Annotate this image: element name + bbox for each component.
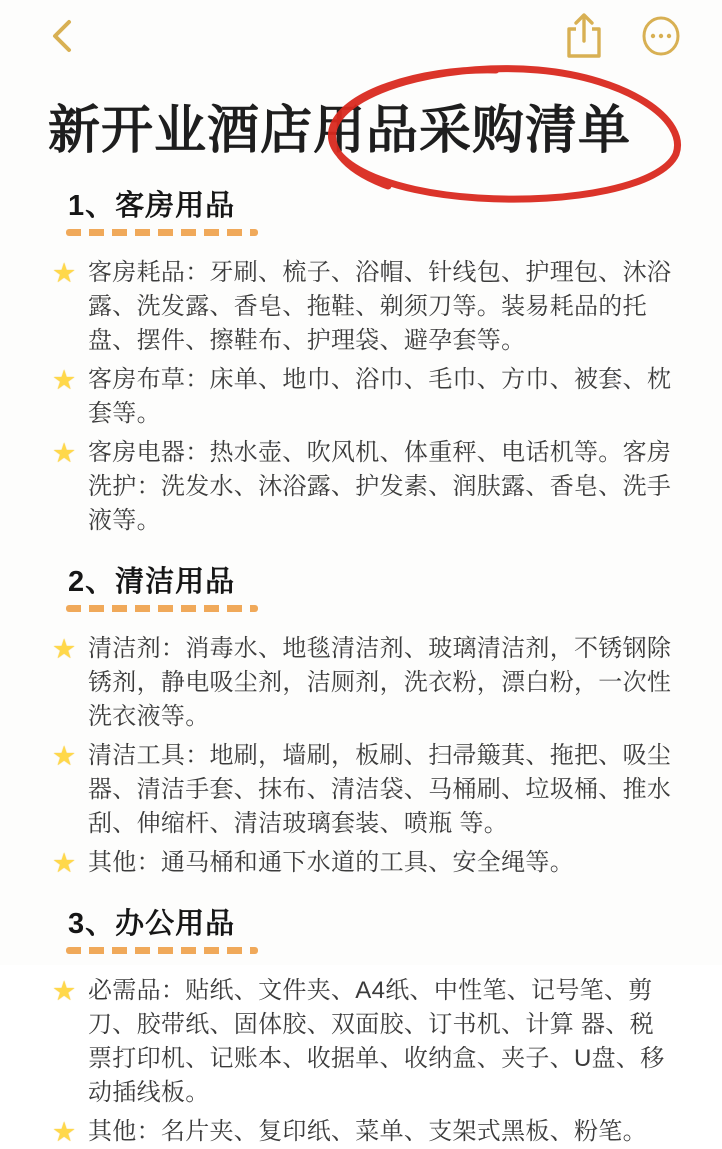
list-item-text: 客房布草：床单、地巾、浴巾、毛巾、方巾、被套、枕套等。 [88,366,672,427]
share-icon [562,12,606,60]
share-button[interactable] [562,12,606,60]
list-item-text: 其他：名片夹、复印纸、菜单、支架式黑板、粉笔。 [88,1118,647,1145]
section-office-supplies [52,906,676,1149]
star-icon: ★ [52,258,77,288]
list-item [52,256,676,358]
list-item [52,436,676,538]
chevron-left-icon [50,18,74,54]
ellipsis-icon [640,15,682,57]
list-item-text: 清洁工具：地刷，墙刷，板刷、扫帚簸萁、拖把、吸尘器、清洁手套、抹布、清洁袋、马桶刷、垃圾桶、推水刮、伸缩杆、清洁玻璃套装、喷瓶 等。 [88,742,672,837]
list-item [52,1115,676,1149]
list-item-text: 清洁剂：消毒水、地毯清洁剂、玻璃清洁剂，不锈钢除锈剂，静电吸尘剂，洁厕剂，洗衣粉，漂白粉，一次性洗衣液等。 [88,635,672,730]
star-icon: ★ [52,438,77,468]
back-button[interactable] [50,18,74,54]
list-item-text: 客房电器：热水壶、吹风机、体重秤、电话机等。客房洗护：洗发水、沐浴露、护发素、润肤露、香皂、洗手液等。 [88,439,672,534]
top-bar [0,0,722,72]
list-item [52,739,676,841]
list-item-text: 客房耗品：牙刷、梳子、浴帽、针线包、护理包、沐浴露、洗发露、香皂、拖鞋、剃须刀等。装易耗品的托盘、摆件、擦鞋布、护理袋、避孕套等。 [88,259,672,354]
section-heading: 3、办公用品 [68,908,236,940]
list-item [52,974,676,1110]
star-icon: ★ [52,365,77,395]
star-icon: ★ [52,741,77,771]
dashed-underline [66,605,258,612]
list-item-text: 必需品：贴纸、文件夹、A4纸、中性笔、记号笔、剪刀、胶带纸、固体胶、双面胶、订书机、计算 器、税票打印机、记账本、收据单、收纳盒、夹子、U盘、移动插线板。 [88,977,665,1106]
star-icon: ★ [52,1117,77,1147]
note-content [0,188,722,1149]
list-item-text: 其他：通马桶和通下水道的工具、安全绳等。 [88,849,574,876]
section-heading: 2、清洁用品 [68,566,236,598]
section-heading: 1、客房用品 [68,190,236,222]
title-block [0,100,722,162]
star-icon: ★ [52,976,77,1006]
star-icon: ★ [52,848,77,878]
list-item [52,846,676,880]
star-icon: ★ [52,634,77,664]
page-title: 新开业酒店用品采购清单 [48,102,632,160]
section-guest-room-supplies [52,188,676,538]
list-item [52,632,676,734]
section-cleaning-supplies [52,564,676,880]
dashed-underline [66,229,258,236]
list-item [52,363,676,431]
more-button[interactable] [640,15,682,57]
dashed-underline [66,947,258,954]
